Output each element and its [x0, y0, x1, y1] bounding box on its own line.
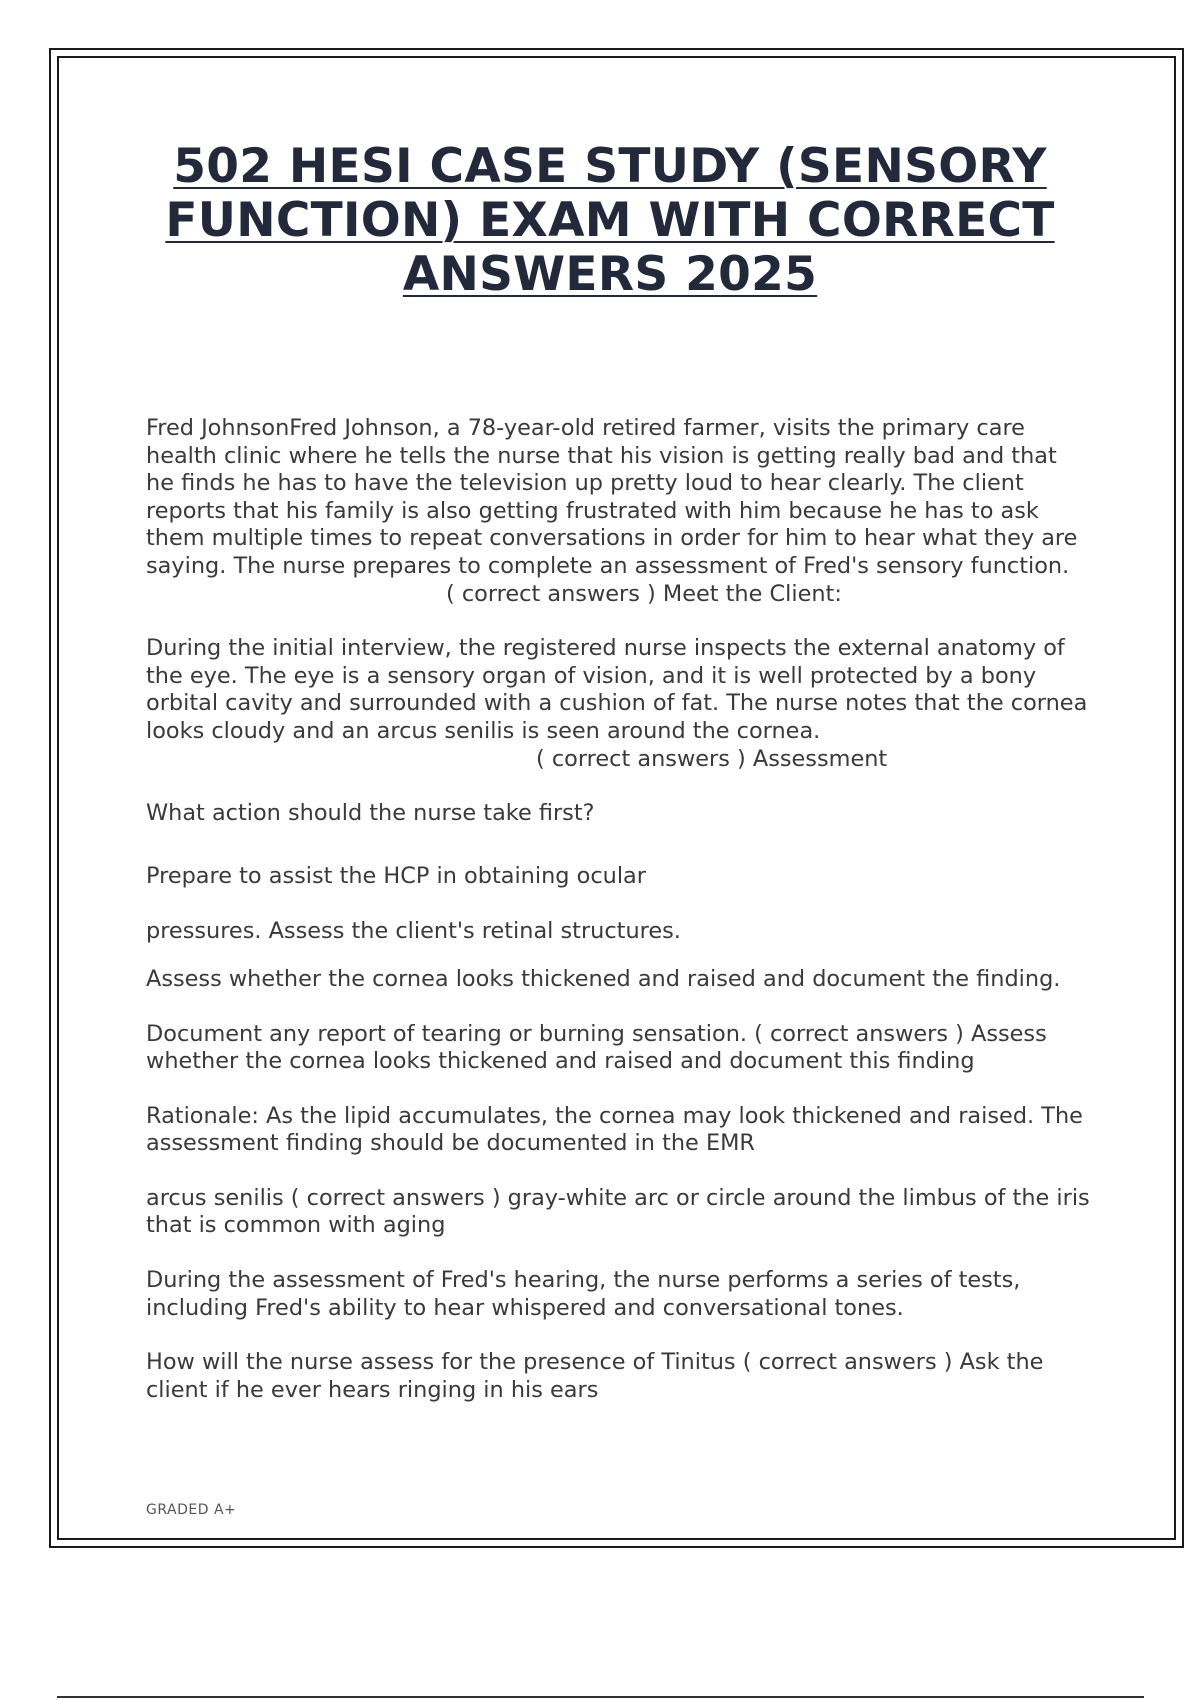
- option-tearing-with-answer: Document any report of tearing or burning sensation. ( correct answers ) Assess whether the cornea looks thickened and raised and document this finding: [146, 1020, 1047, 1075]
- case-intro-paragraph: Fred JohnsonFred Johnson, a 78-year-old retired farmer, visits the primary care health clinic where he tells the nurse that his vision is getting really bad and that he finds he has to have the television up pretty loud to hear clearly. The client reports that his family is also getting frustrated with him because he has to ask them multiple times to repeat conversations in order for him to hear what they are saying. The nurse prepares to complete an assessment of Fred's sensory function. ( correct answers ) Meet the Client:: [146, 415, 1078, 607]
- answer-assessment: ( correct answers ) Assessment: [536, 745, 888, 772]
- rationale-paragraph: Rationale: As the lipid accumulates, the cornea may look thickened and raised. The assessment finding should be documented in the EMR: [146, 1102, 1083, 1157]
- option-cornea-thickened: Assess whether the cornea looks thickened and raised and document the finding.: [146, 965, 1061, 992]
- question-first-action: What action should the nurse take first?: [146, 800, 595, 827]
- document-body: [146, 415, 1091, 1404]
- tinnitus-question: How will the nurse assess for the presence of Tinitus ( correct answers ) Ask the client if he ever hears ringing in his ears: [146, 1349, 1044, 1403]
- graded-watermark: GRADED A+: [146, 1502, 237, 1518]
- option-retinal-structures: pressures. Assess the client's retinal structures.: [146, 918, 681, 945]
- option-ocular-pressures: Prepare to assist the HCP in obtaining ocular: [146, 862, 646, 889]
- page-bottom-rule: [57, 1696, 1144, 1698]
- eye-assessment-paragraph: During the initial interview, the registered nurse inspects the external anatomy of the eye. The eye is a sensory organ of vision, and it is well protected by a bony orbital cavity and surrounded with a cushion of fat. The nurse notes that the cornea looks cloudy and an arcus senilis is seen around the cornea. ( correct answers ) Assessment: [146, 635, 1088, 772]
- hearing-assessment-paragraph: During the assessment of Fred's hearing, the nurse performs a series of tests, including Fred's ability to hear whispered and conversational tones.: [146, 1267, 1021, 1321]
- document-title: 502 HESI CASE STUDY (SENSORY FUNCTION) EXAM WITH CORRECT ANSWERS 2025: [165, 139, 1055, 302]
- arcus-senilis-definition: arcus senilis ( correct answers ) gray-white arc or circle around the limbus of the iris that is common with aging: [146, 1184, 1090, 1239]
- answer-meet-the-client: ( correct answers ) Meet the Client:: [446, 580, 842, 607]
